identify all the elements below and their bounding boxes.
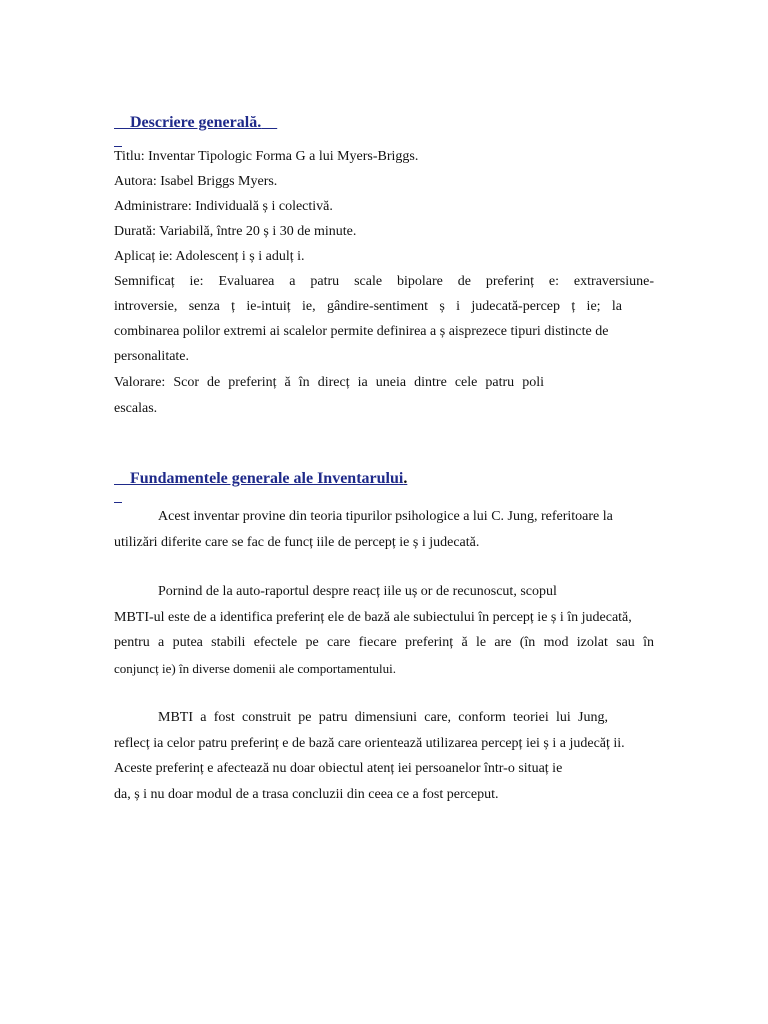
field-semnificatie-line3: combinarea polilor extremi ai scalelor permite definirea a ș aisprezece tipuri distincte de <box>114 324 609 339</box>
field-valorare-line1: Valorare: Scor de preferinț ă în direcț ia uneia dintre cele patru poli <box>114 375 544 390</box>
paragraph2-line3: pentru a putea stabili efectele pe care fiecare preferinț ă le are (în mod izolat sau în <box>114 635 654 650</box>
heading-text: Descriere generală. <box>130 114 262 131</box>
field-autora: Autora: Isabel Briggs Myers. <box>114 174 278 189</box>
field-valorare-line2: escalas. <box>114 401 158 416</box>
heading-period: . <box>403 470 408 487</box>
field-semnificatie-line2: introversie, senza ț ie-intuiț ie, gândire-sentiment ș i judecată-percep ț ie; la <box>114 299 622 314</box>
paragraph2-line1: Pornind de la auto-raportul despre reacț iile uș or de recunoscut, scopul <box>158 584 557 599</box>
field-semnificatie-line1: Semnificaț ie: Evaluarea a patru scale bipolare de preferinț e: extraversiune- <box>114 274 654 289</box>
paragraph3-line1: MBTI a fost construit pe patru dimensiuni care, conform teoriei lui Jung, <box>158 710 608 725</box>
paragraph2-line2: MBTI-ul este de a identifica preferinț ele de bază ale subiectului în percepț ie ș i în judecată, <box>114 610 632 625</box>
paragraph2-line4: conjuncț ie) în diverse domenii ale comportamentului. <box>114 661 396 676</box>
paragraph1-line1: Acest inventar provine din teoria tipurilor psihologice a lui C. Jung, referitoare la <box>158 509 613 524</box>
field-titlu: Titlu: Inventar Tipologic Forma G a lui Myers-Briggs. <box>114 149 419 164</box>
field-durata: Durată: Variabilă, între 20 ș i 30 de minute. <box>114 224 357 239</box>
field-aplicatie: Aplicaț ie: Adolescenț i ș i adulț i. <box>114 249 305 264</box>
section-heading-fundamentele <box>114 452 407 506</box>
paragraph3-line3: Aceste preferinț e afectează nu doar obiectul atenț iei persoanelor într-o situaț ie <box>114 761 563 776</box>
section-heading-descriere <box>114 96 277 150</box>
field-semnificatie-line4: personalitate. <box>114 349 190 364</box>
field-administrare: Administrare: Individuală ș i colectivă. <box>114 199 333 214</box>
paragraph3-line4: da, ș i nu doar modul de a trasa concluzii din ceea ce a fost perceput. <box>114 787 499 802</box>
paragraph3-line2: reflecț ia celor patru preferinț e de bază care orientează utilizarea percepț iei ș i a judecăț ii. <box>114 736 625 751</box>
paragraph1-line2: utilizări diferite care se fac de funcț iile de percepț ie ș i judecată. <box>114 535 480 550</box>
heading-text: Fundamentele generale ale Inventarului <box>130 470 404 487</box>
